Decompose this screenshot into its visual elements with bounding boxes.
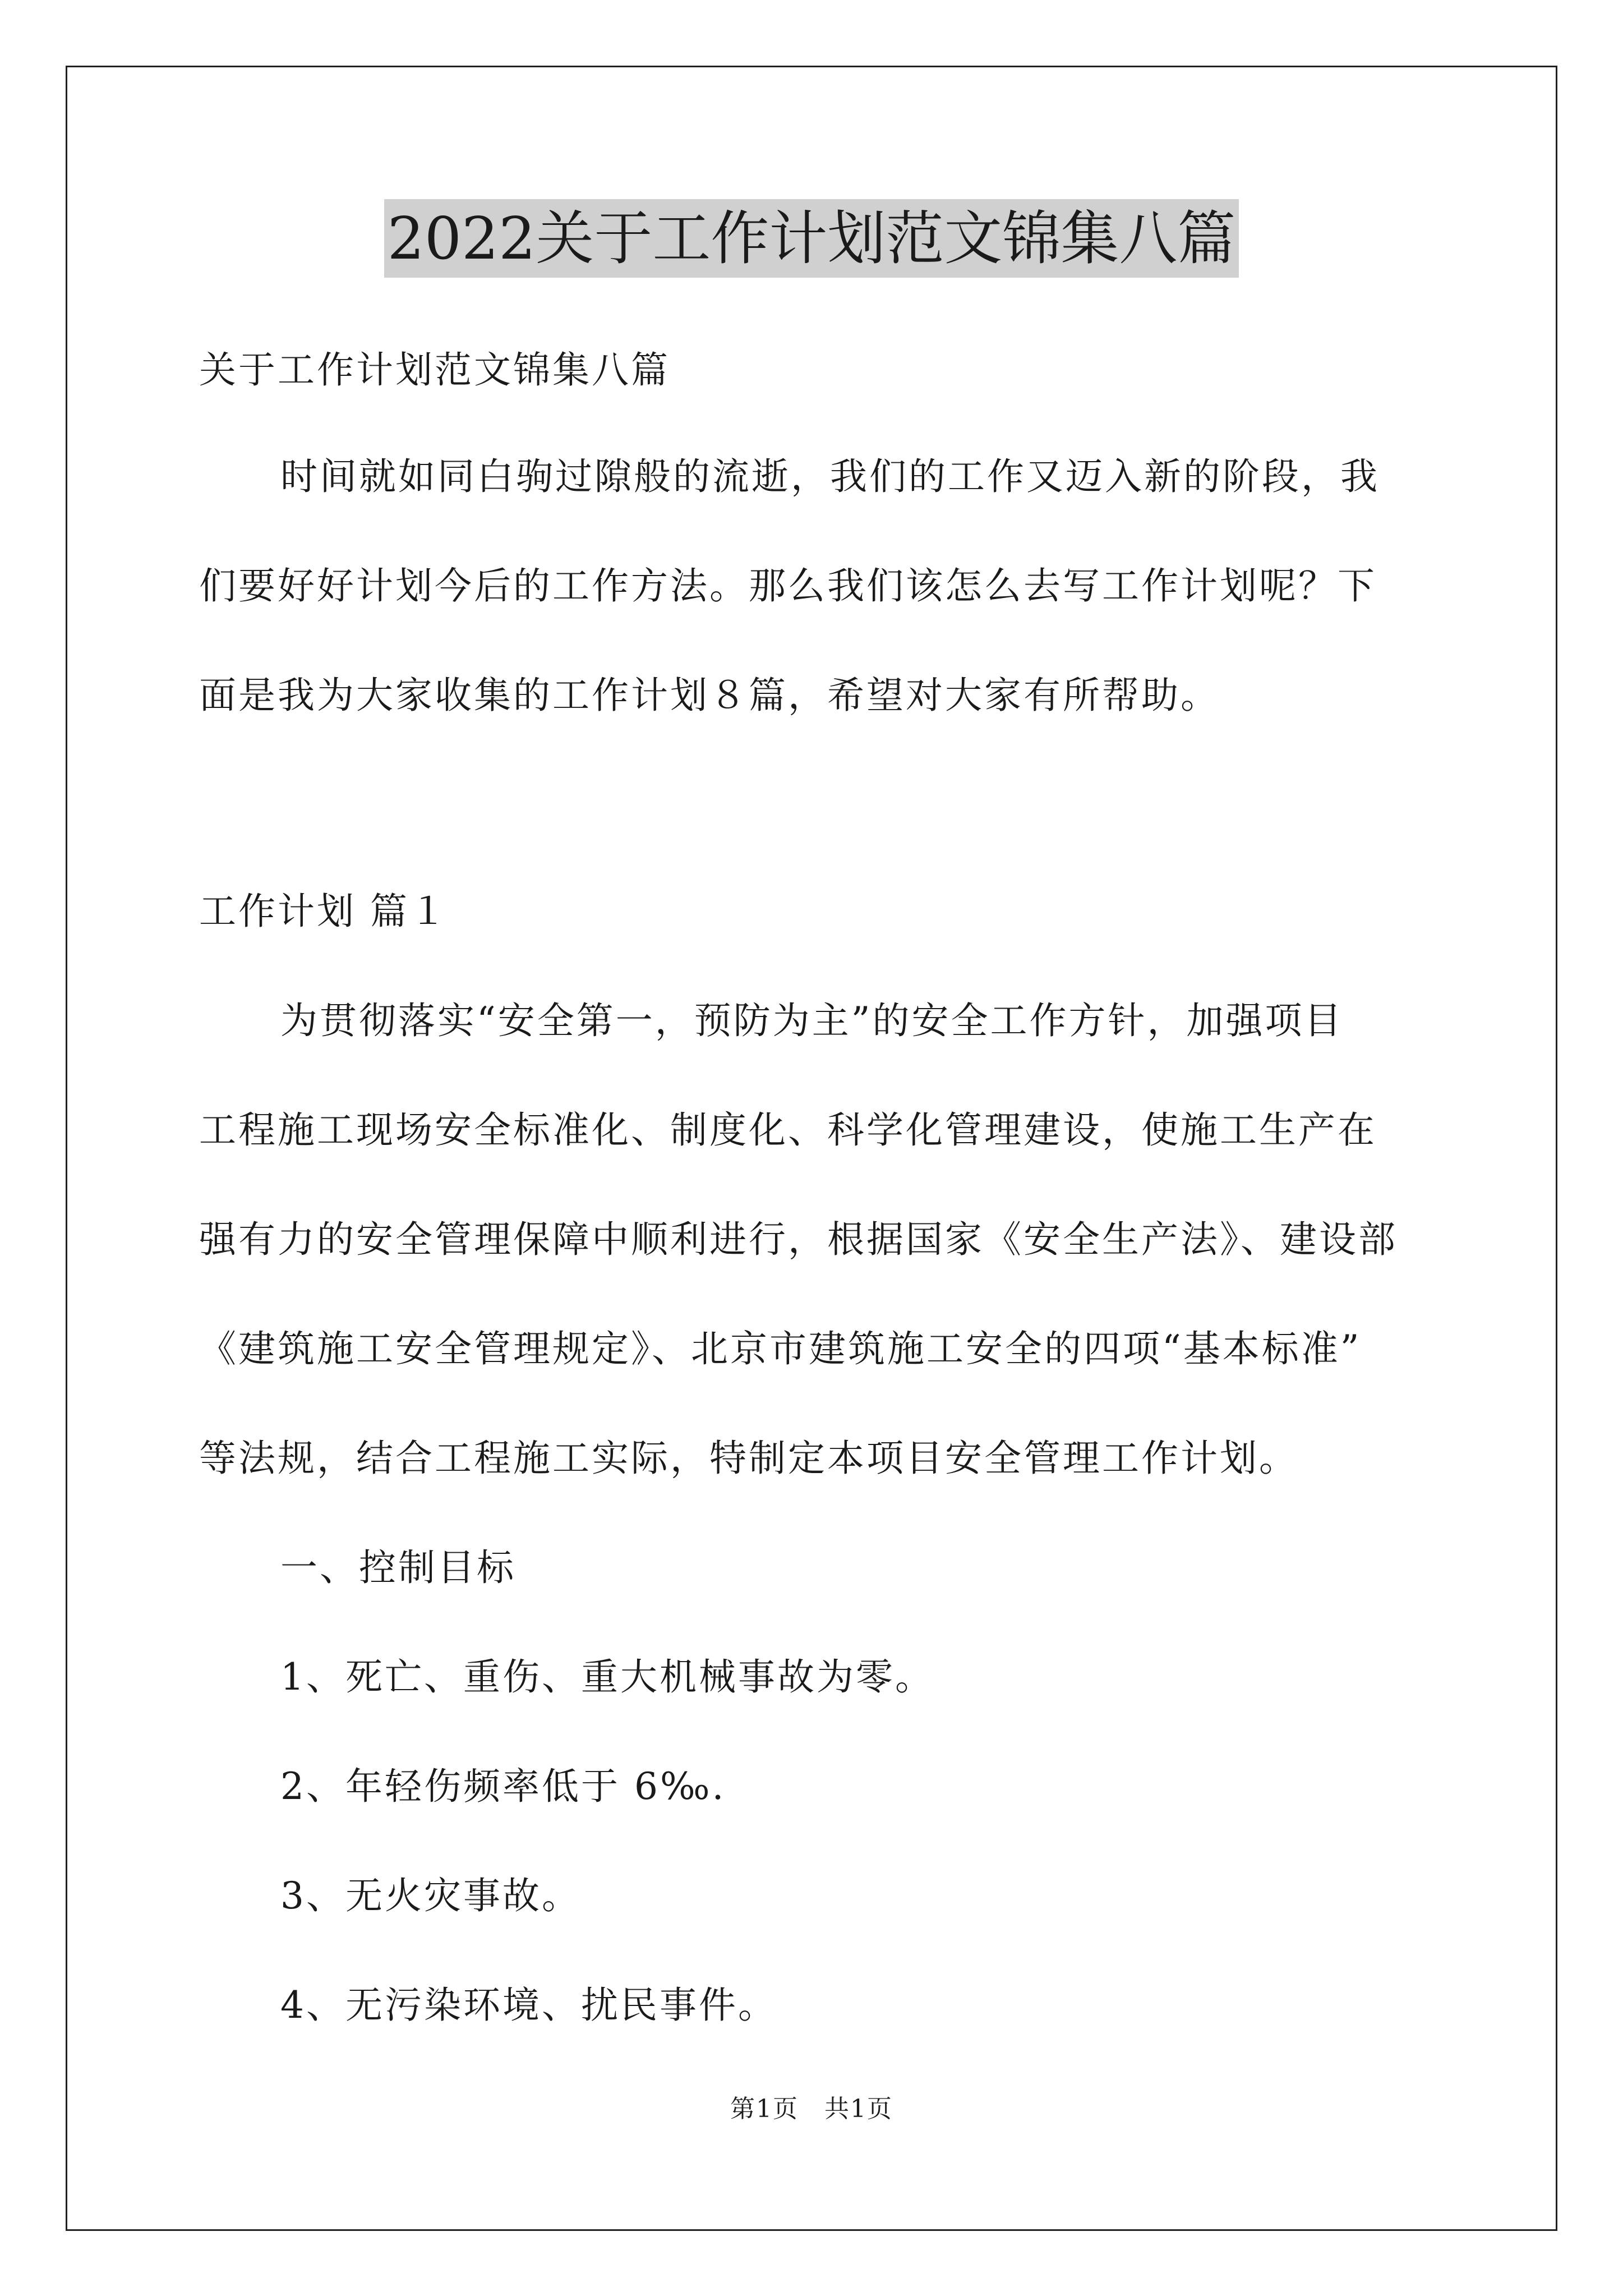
intro-line-2: 们要好好计划今后的工作方法。那么我们该怎么去写工作计划呢？下: [199, 564, 1377, 608]
section-heading: 工作计划 篇１: [199, 890, 449, 933]
subheading: 一、控制目标: [280, 1546, 516, 1589]
section-line-2: 工程施工现场安全标准化、制度化、科学化管理建设，使施工生产在: [199, 1108, 1377, 1152]
list-item: 4、无污染环境、扰民事件。: [280, 1984, 777, 2027]
list-item: 3、无火灾事故。: [280, 1874, 581, 1917]
page-footer: 第1页 共1页: [730, 2095, 893, 2123]
document-title: 2022关于工作计划范文锦集八篇: [384, 199, 1239, 278]
intro-line-3: 面是我为大家收集的工作计划８篇，希望对大家有所帮助。: [199, 674, 1220, 717]
title-container: [0, 199, 1623, 278]
section-line-1: 为贯彻落实“安全第一，预防为主”的安全工作方针，加强项目: [280, 999, 1344, 1042]
document-body: [199, 314, 1430, 2033]
intro-line-1: 时间就如同白驹过隙般的流逝，我们的工作又迈入新的阶段，我: [280, 455, 1380, 498]
list-item: 2、年轻伤频率低于 6‰.: [280, 1765, 726, 1808]
list-item: 1、死亡、重伤、重大机械事故为零。: [280, 1655, 934, 1699]
section-line-4: 《建筑施工安全管理规定》、北京市建筑施工安全的四项“基本标准”: [199, 1327, 1362, 1370]
section-line-3: 强有力的安全管理保障中顺利进行，根据国家《安全生产法》、建设部: [199, 1218, 1398, 1261]
document-subtitle: 关于工作计划范文锦集八篇: [199, 348, 670, 392]
section-line-5: 等法规，结合工程施工实际，特制定本项目安全管理工作计划。: [199, 1437, 1298, 1480]
